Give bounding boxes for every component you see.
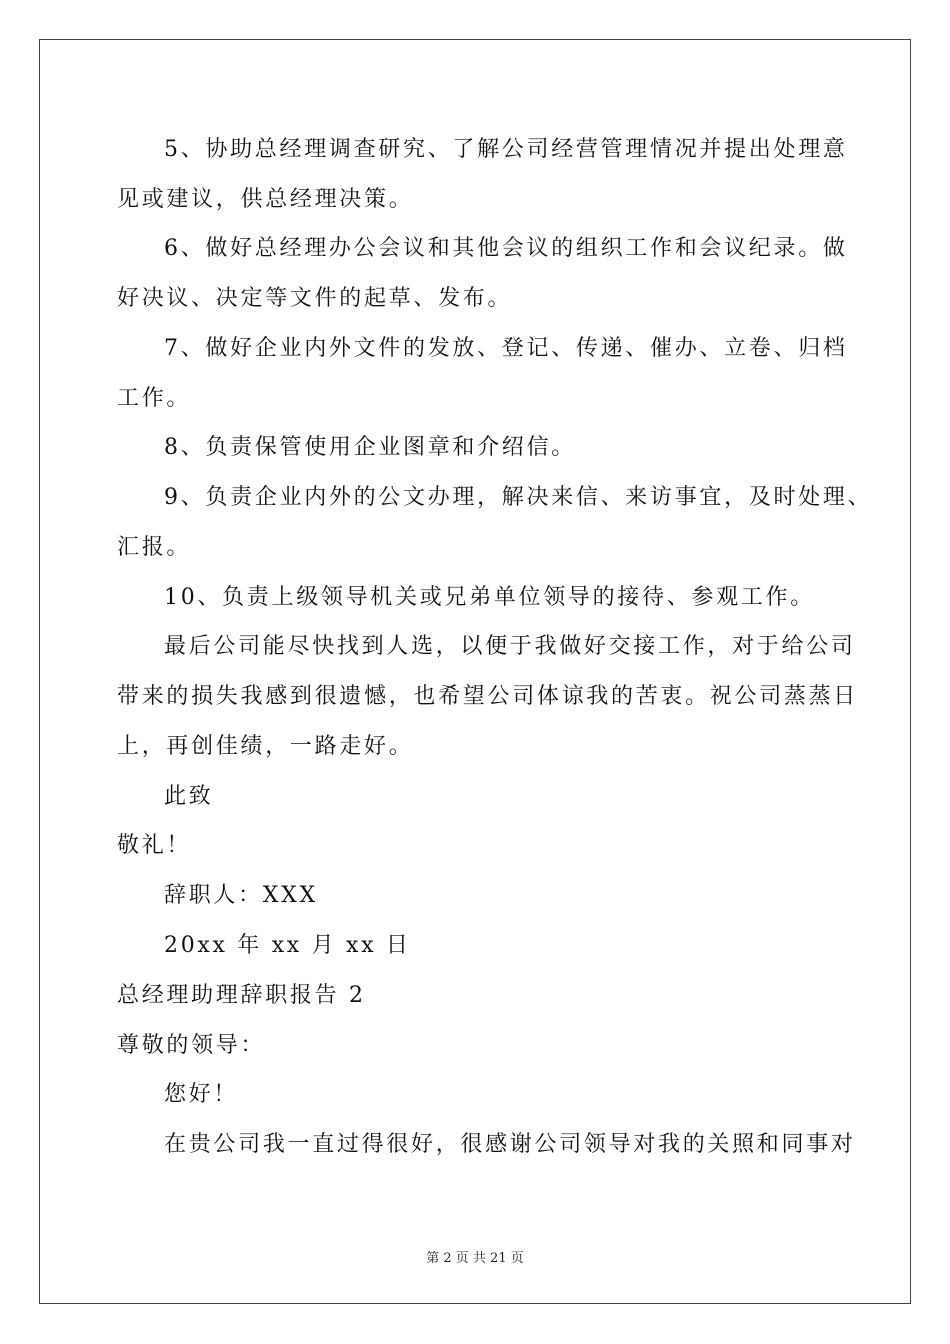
text-line: 8、负责保管使用企业图章和介绍信。 bbox=[164, 435, 576, 460]
signature-line: 辞职人：XXX bbox=[164, 883, 318, 908]
text-line: 最后公司能尽快找到人选，以便于我做好交接工作，对于给公司 bbox=[164, 634, 856, 659]
closing-regards: 敬礼！ bbox=[117, 833, 192, 858]
closing-salutation: 此致 bbox=[164, 784, 214, 809]
text-line: 6、做好总经理办公会议和其他会议的组织工作和会议纪录。做 bbox=[164, 236, 848, 261]
greeting: 尊敬的领导： bbox=[117, 1033, 266, 1058]
text-line: 9、负责企业内外的公文办理，解决来信、来访事宜，及时处理、 bbox=[164, 485, 873, 510]
page-footer: 第 2 页 共 21 页 bbox=[426, 1251, 524, 1266]
text-line: 见或建议，供总经理决策。 bbox=[117, 187, 414, 212]
text-line: 10、负责上级领导机关或兄弟单位领导的接待、参观工作。 bbox=[164, 585, 815, 610]
text-line: 上，再创佳绩，一路走好。 bbox=[117, 734, 414, 759]
date-line: 20xx 年 xx 月 xx 日 bbox=[164, 933, 411, 958]
text-line: 带来的损失我感到很遗憾，也希望公司体谅我的苦衷。祝公司蒸蒸日 bbox=[117, 684, 859, 709]
text-line: 7、做好企业内外文件的发放、登记、传递、催办、立卷、归档 bbox=[164, 336, 848, 361]
text-line: 好决议、决定等文件的起草、发布。 bbox=[117, 286, 513, 311]
text-line: 汇报。 bbox=[117, 535, 192, 560]
text-line: 在贵公司我一直过得很好，很感谢公司领导对我的关照和同事对 bbox=[164, 1132, 856, 1157]
text-line: 工作。 bbox=[117, 386, 192, 411]
section-title: 总经理助理辞职报告 2 bbox=[117, 983, 366, 1008]
text-line: 5、协助总经理调查研究、了解公司经营管理情况并提出处理意 bbox=[164, 137, 848, 162]
greeting-hello: 您好！ bbox=[164, 1082, 239, 1107]
